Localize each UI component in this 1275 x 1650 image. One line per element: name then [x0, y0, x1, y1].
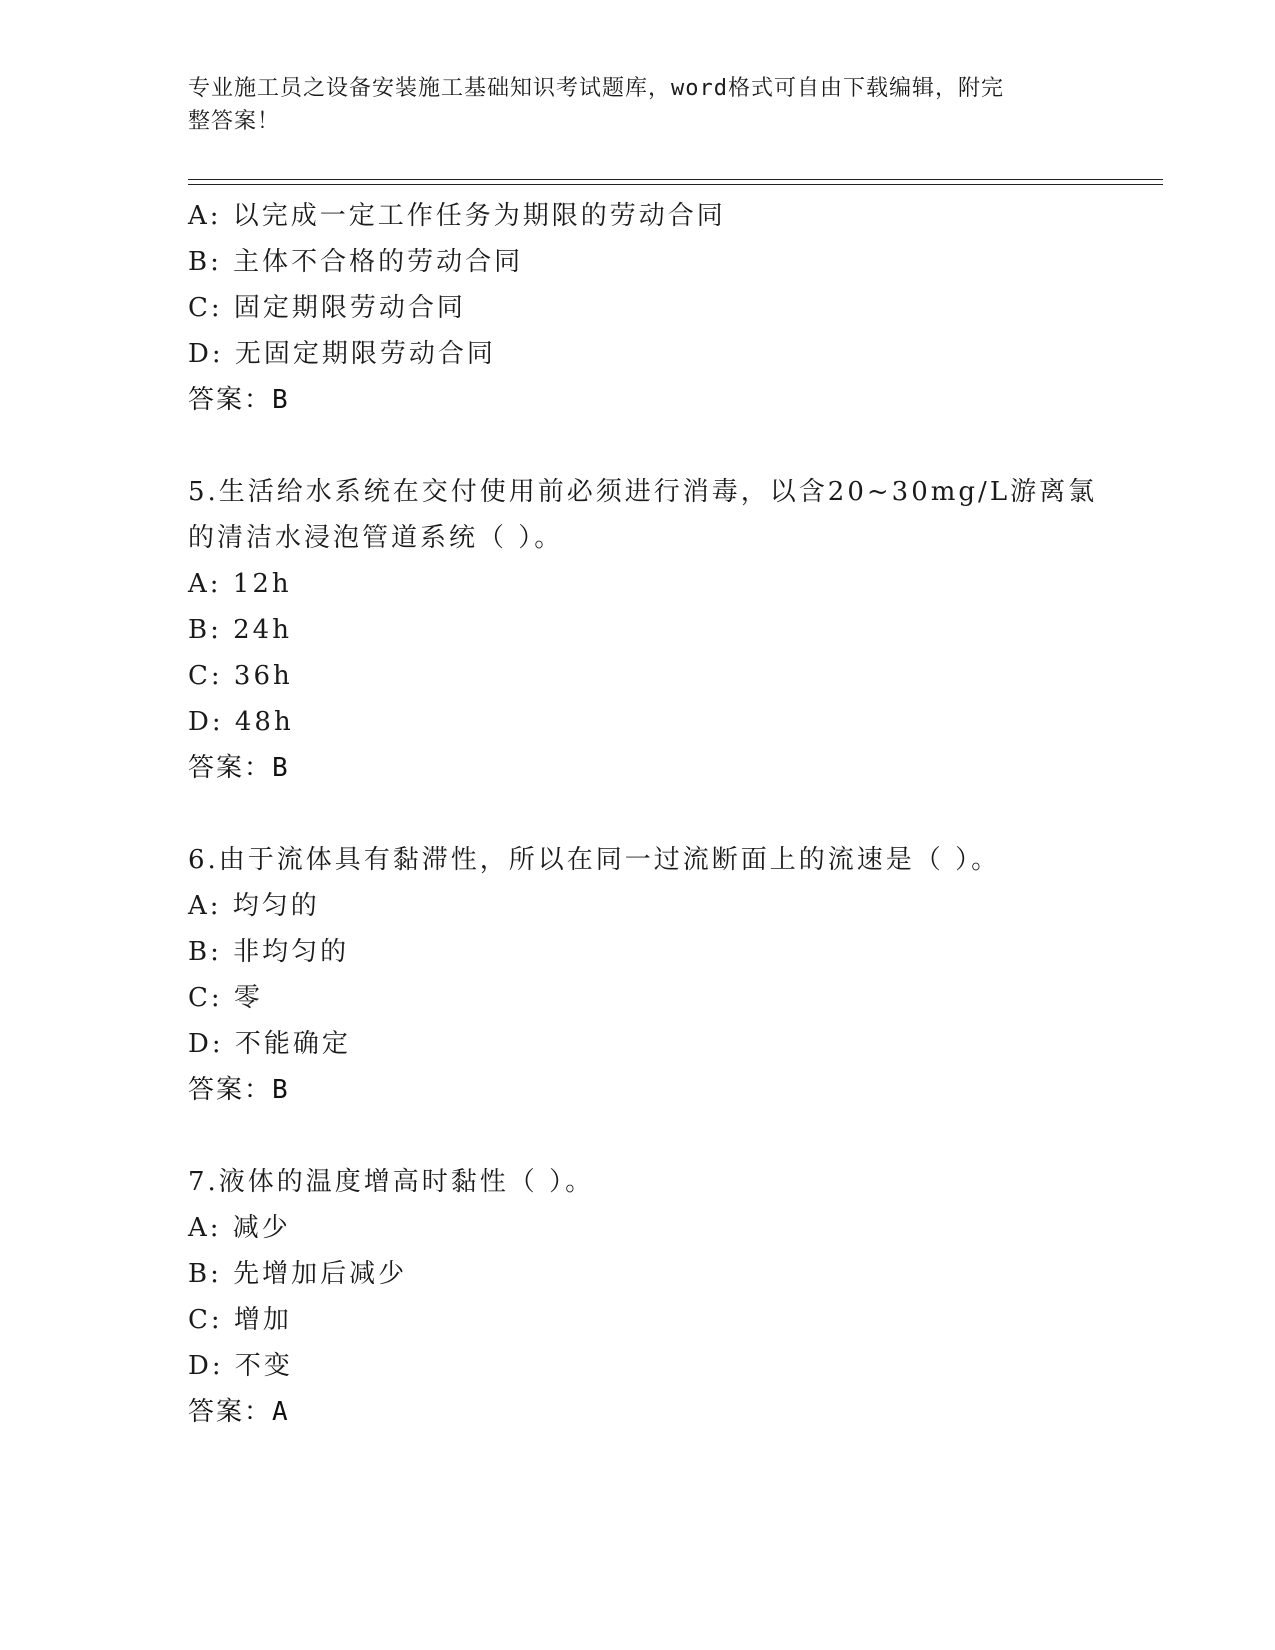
spacer	[188, 423, 1148, 469]
question-4-block	[188, 193, 1148, 423]
option-c: C: 增加	[188, 1305, 292, 1335]
header-divider-top	[188, 179, 1163, 180]
spacer	[188, 791, 1148, 837]
option-a: A: 减少	[188, 1213, 291, 1243]
option-c: C: 36h	[188, 661, 293, 691]
option-b: B: 先增加后减少	[188, 1259, 408, 1289]
document-header	[188, 72, 1088, 138]
option-c: C: 零	[188, 983, 263, 1013]
option-b: B: 主体不合格的劳动合同	[188, 247, 524, 277]
option-d: D: 无固定期限劳动合同	[188, 339, 496, 369]
question-stem-line-1: 5.生活给水系统在交付使用前必须进行消毒，以含20~30mg/L游离氯	[188, 477, 1098, 507]
option-d: D: 48h	[188, 707, 294, 737]
question-5-block	[188, 469, 1148, 791]
header-line-2: 整答案！	[188, 109, 281, 134]
question-6-block	[188, 837, 1148, 1113]
option-b: B: 非均匀的	[188, 937, 350, 967]
question-7-block	[188, 1159, 1148, 1435]
question-stem-line-2: 的清洁水浸泡管道系统（ ）。	[188, 523, 564, 553]
question-stem-line-1: 6.由于流体具有黏滞性，所以在同一过流断面上的流速是（ ）。	[188, 845, 1001, 875]
option-a: A: 均匀的	[188, 891, 320, 921]
answer-line: 答案：B	[188, 385, 290, 415]
spacer	[188, 1113, 1148, 1159]
question-stem-line-1: 7.液体的温度增高时黏性（ ）。	[188, 1167, 595, 1197]
option-a: A: 12h	[188, 569, 292, 599]
option-d: D: 不能确定	[188, 1029, 351, 1059]
answer-line: 答案：B	[188, 1075, 290, 1105]
option-a: A: 以完成一定工作任务为期限的劳动合同	[188, 201, 726, 231]
question-list	[188, 193, 1148, 1435]
header-line-1: 专业施工员之设备安装施工基础知识考试题库，word格式可自由下载编辑，附完	[188, 76, 1004, 101]
answer-line: 答案：B	[188, 753, 290, 783]
header-divider-bottom	[188, 184, 1163, 185]
option-d: D: 不变	[188, 1351, 293, 1381]
option-b: B: 24h	[188, 615, 292, 645]
answer-line: 答案：A	[188, 1397, 290, 1427]
option-c: C: 固定期限劳动合同	[188, 293, 466, 323]
